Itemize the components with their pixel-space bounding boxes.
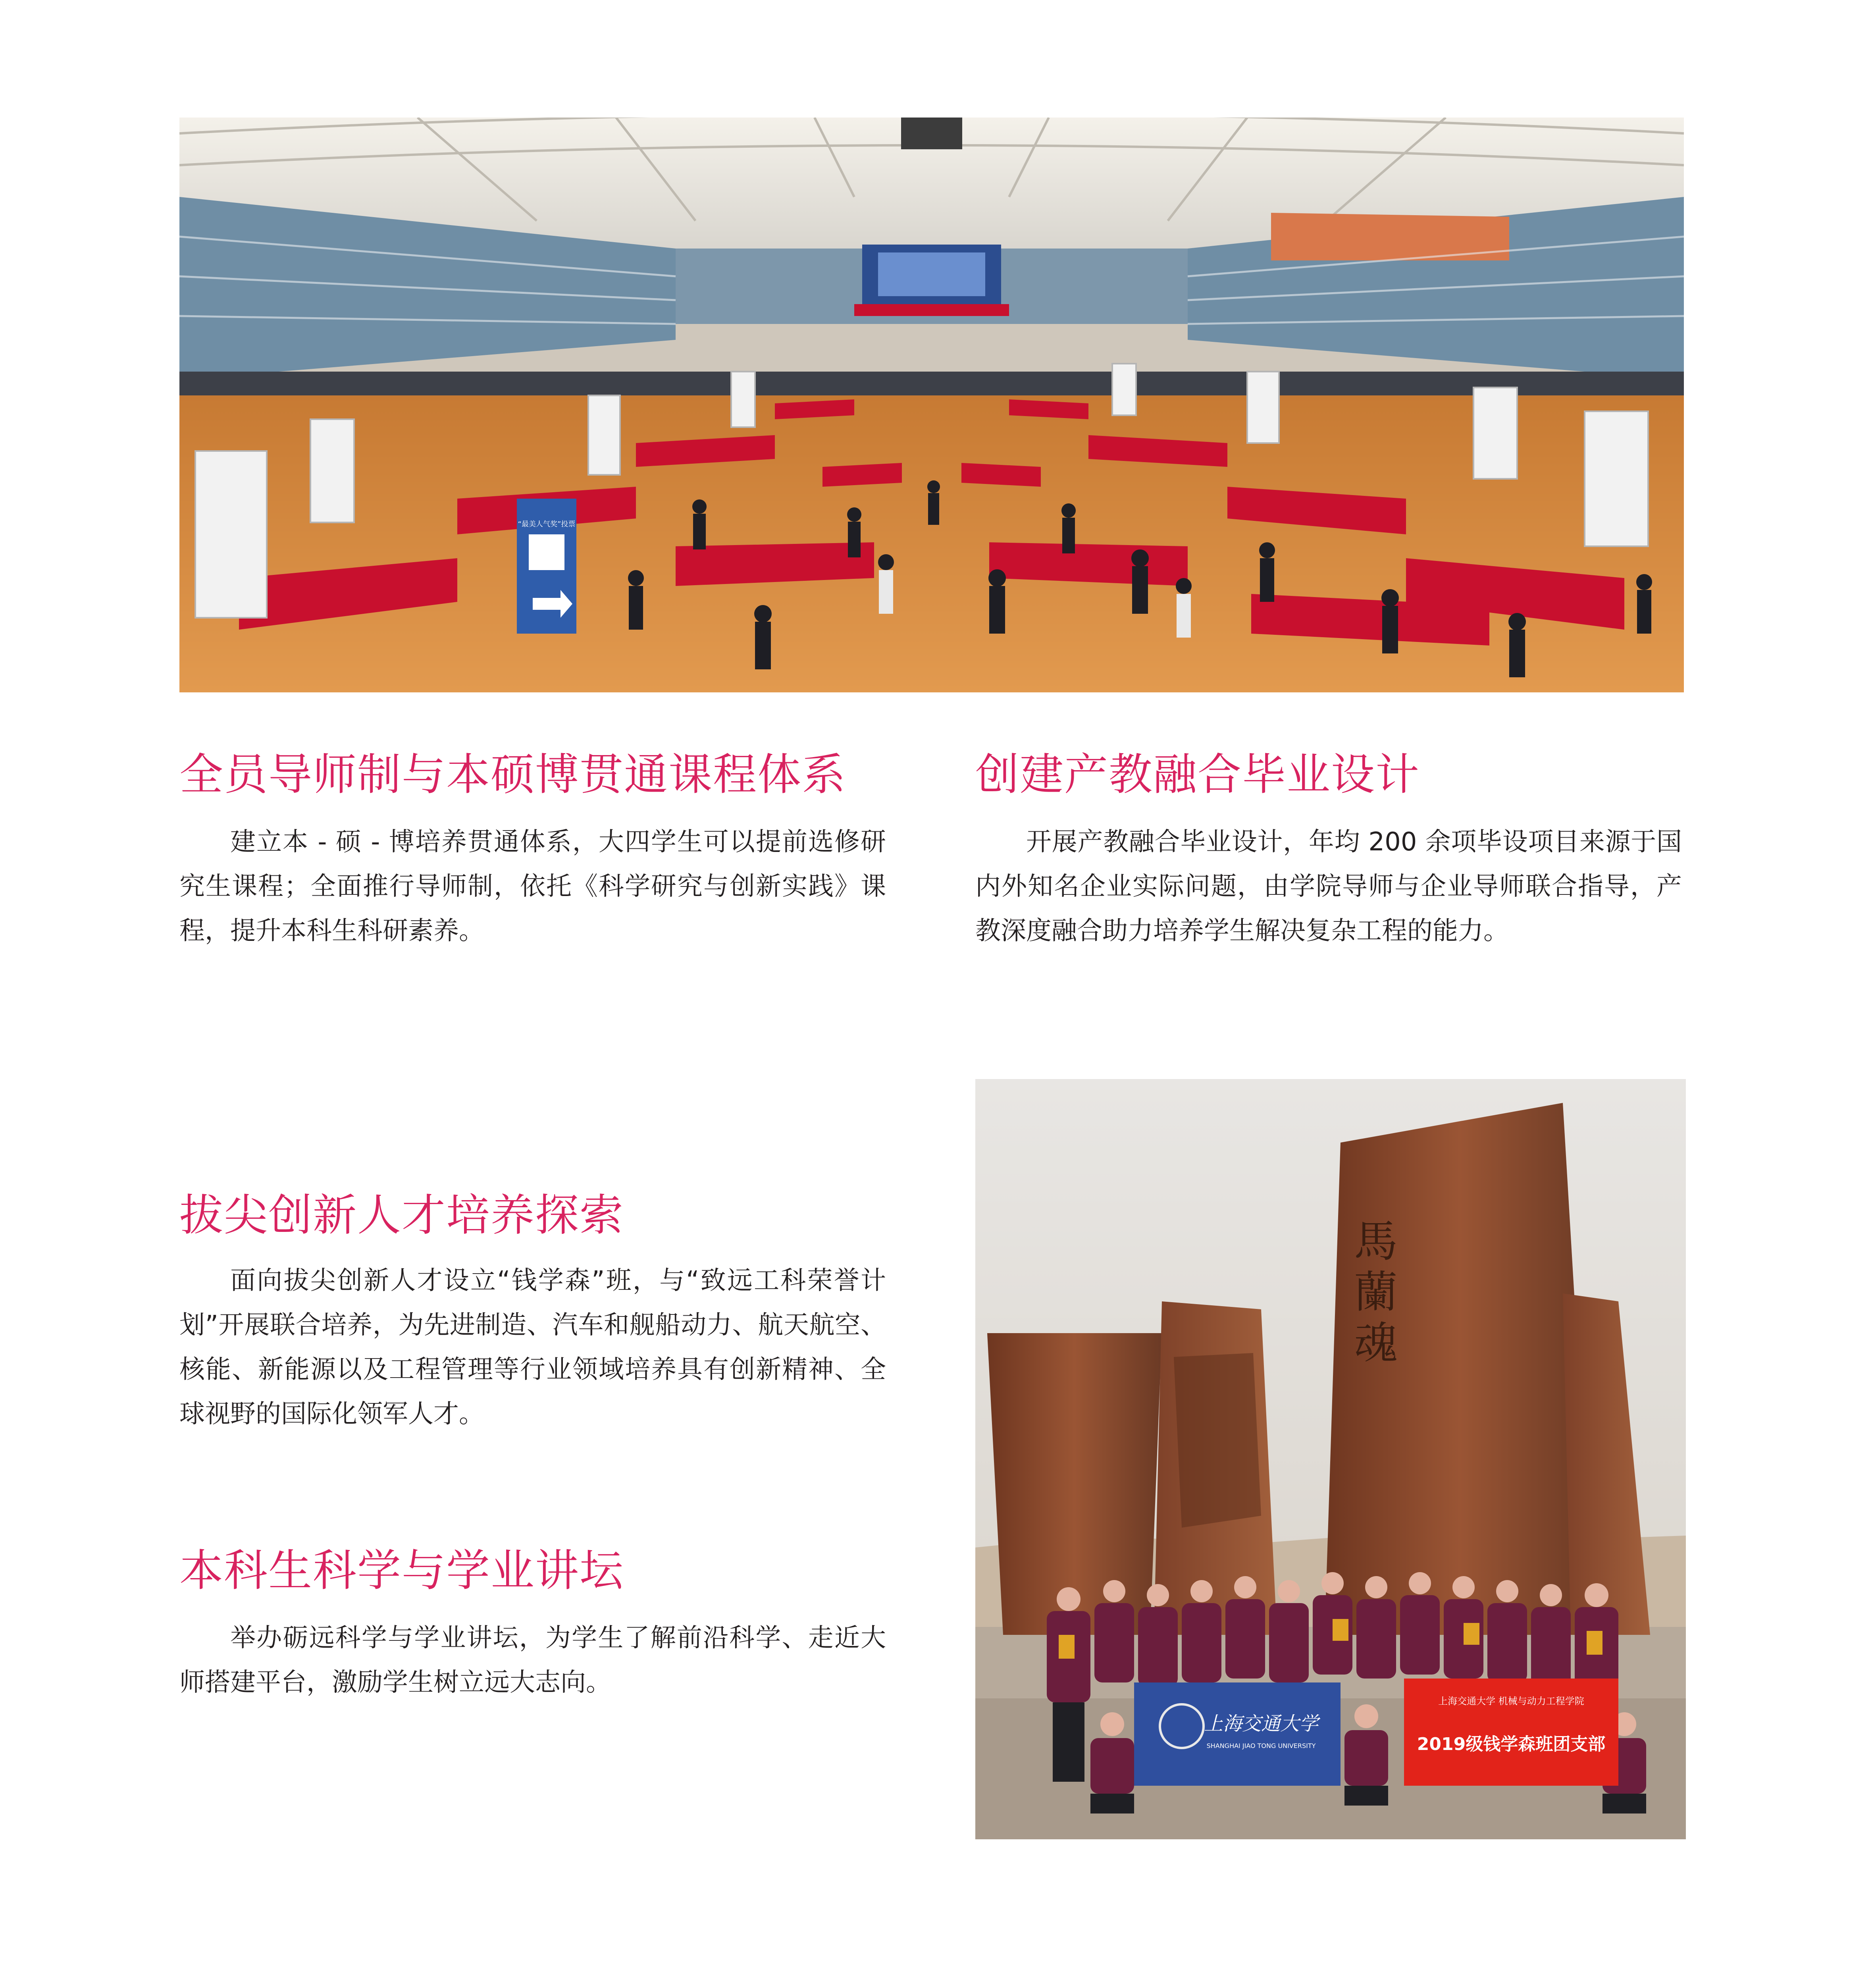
section-title-forum: 本科生科学与学业讲坛 (179, 1545, 624, 1596)
monument-inscription: 馬蘭魂 (1347, 1218, 1398, 1370)
section-title-mentorship: 全员导师制与本硕博贯通课程体系 (179, 749, 846, 800)
monument-illustration (975, 1079, 1686, 1839)
section-body-industry-design: 开展产教融合毕业设计，年均 200 余项毕设项目来源于国内外知名企业实际问题，由学院导师与企业导师联合指导，产教深度融合助力培养学生解决复杂工程的能力。 (975, 827, 1682, 946)
gym-expo-photo (179, 118, 1684, 692)
section-title-top-talent: 拔尖创新人才培养探索 (179, 1190, 624, 1241)
class-banner-text: 2019级钱学森班团支部 (1417, 1734, 1606, 1754)
section-body-top-talent: 面向拔尖创新人才设立“钱学森”班，与“致远工科荣誉计划”开展联合培养，为先进制造、汽车和舰船动力、航天航空、核能、新能源以及工程管理等行业领域培养具有创新精神、全球视野的国际化领军人才。 (179, 1266, 886, 1429)
vote-poster (517, 499, 576, 634)
sjtu-banner (1134, 1682, 1341, 1786)
sjtu-banner-text: 上海交通大学 (1204, 1713, 1319, 1735)
class-banner-header: 上海交通大学 机械与动力工程学院 (1438, 1696, 1584, 1707)
scoreboard (901, 118, 962, 149)
class-banner (1404, 1679, 1618, 1786)
section-body-forum: 举办砺远科学与学业讲坛，为学生了解前沿科学、走近大师搭建平台，激励学生树立远大志向。 (179, 1623, 886, 1697)
section-body-mentorship: 建立本 - 硕 - 博培养贯通体系，大四学生可以提前选修研究生课程；全面推行导师制，依托《科学研究与创新实践》课程，提升本科生科研素养。 (179, 827, 886, 946)
sjtu-banner-subtext: SHANGHAI JIAO TONG UNIVERSITY (1206, 1742, 1316, 1750)
monument-group-photo (975, 1079, 1686, 1839)
section-title-industry-design: 创建产教融合毕业设计 (975, 749, 1420, 800)
vote-poster-title: “最美人气奖”投票 (518, 520, 576, 528)
gym-expo-illustration (179, 118, 1684, 692)
